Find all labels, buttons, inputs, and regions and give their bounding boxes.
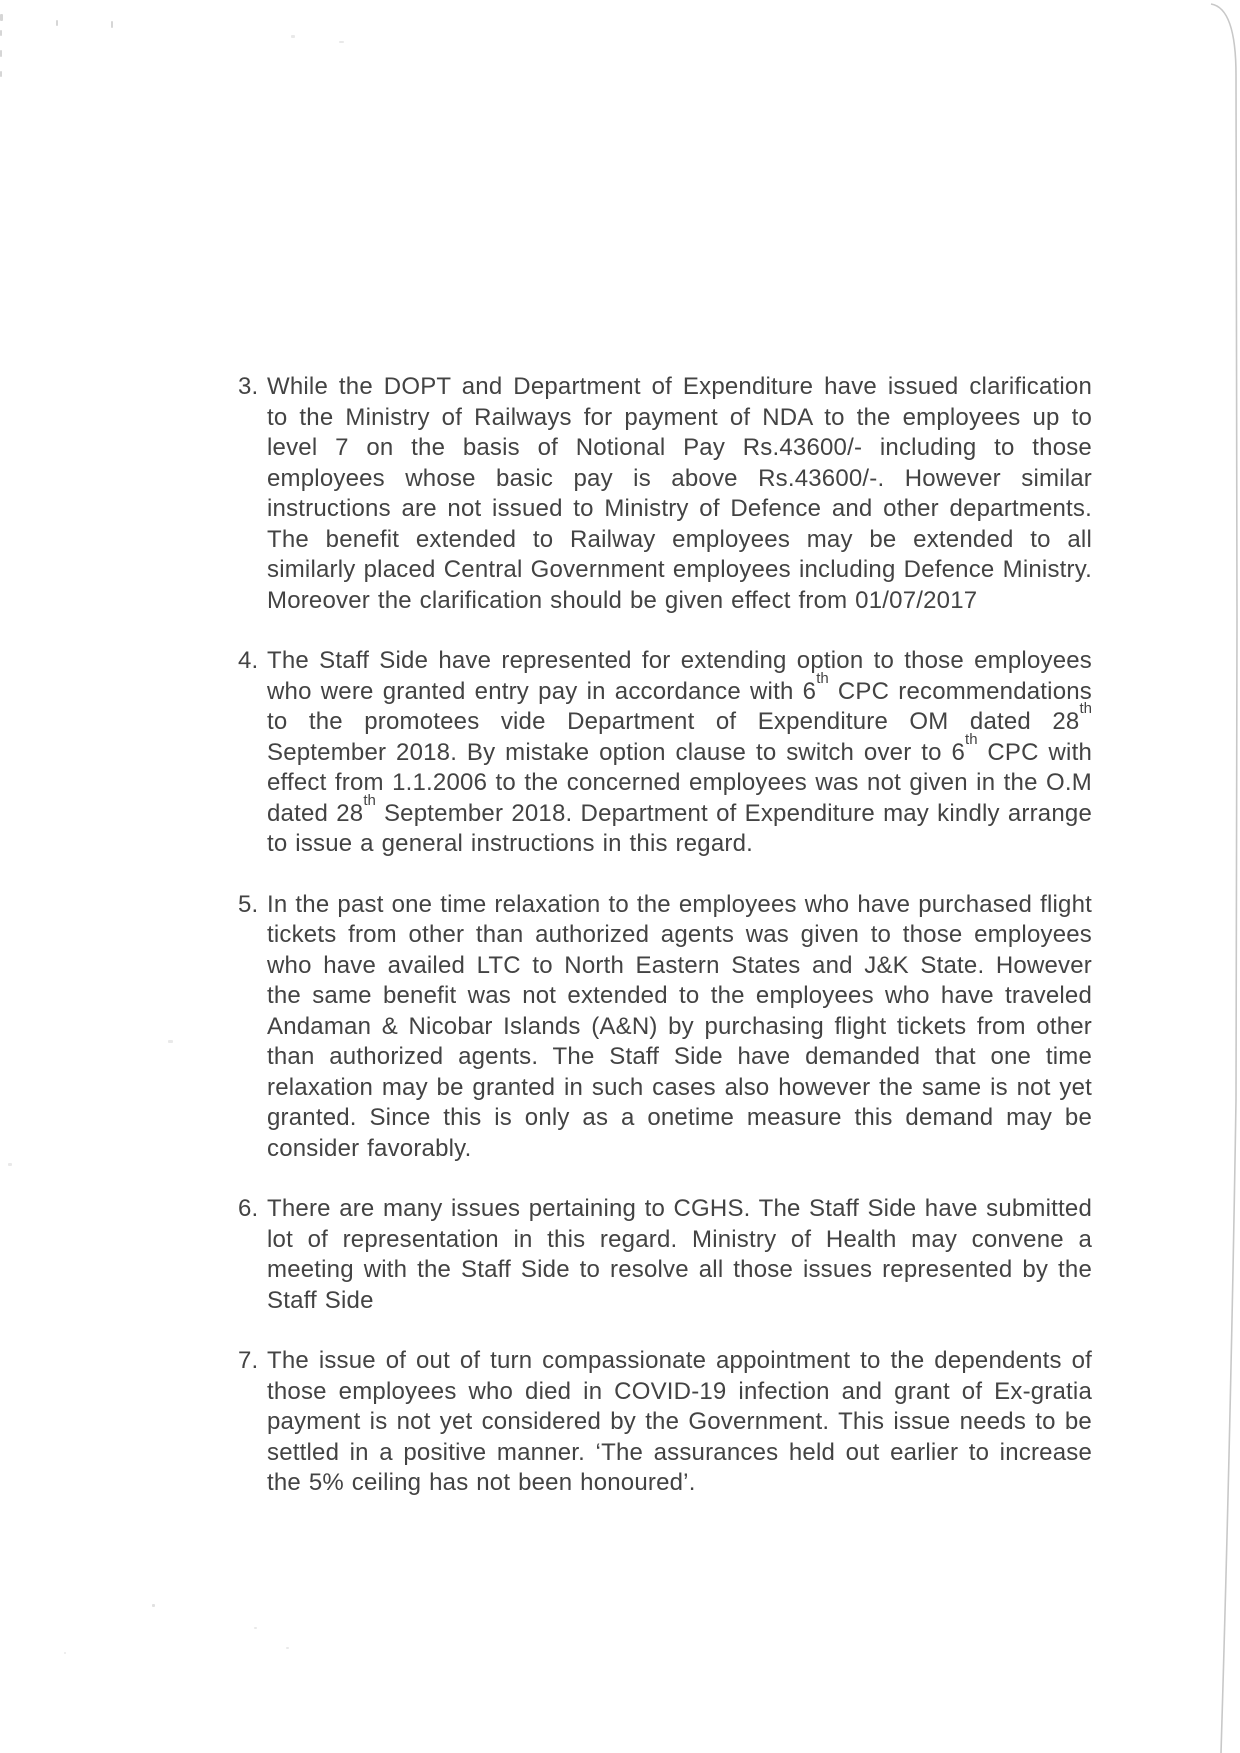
paragraph-text [267,372,1092,616]
paragraph-text [267,890,1092,1165]
text-run: CPC with effect from 1.1.2006 to the concerned employees was not given in the O.M dated 28 [267,738,1092,827]
scan-speck [111,21,113,28]
text-run: The issue of out of turn compassionate appointment to the dependents of those employees who died in COVID-19 infection and grant of Ex-gratia payment is not yet considered by the Government. This issue needs to be settled in a positive manner. ‘The assurances held out earlier to increase the 5% ceiling has not been honoured’. [267,1347,1092,1496]
paragraph-number: 5. [238,890,259,918]
scan-speck [152,1604,155,1607]
scan-speck [56,20,58,26]
paragraph-number: 6. [238,1195,259,1222]
document-body [238,372,1092,1499]
paragraph-number: 4. [238,647,259,674]
text-run: September 2018. Department of Expenditure may kindly arrange to issue a general instructions in this regard. [267,799,1092,857]
numbered-paragraph [238,1194,1092,1316]
text-run: CPC recommendations to the promotees vide Department of Expenditure OM dated 28 [267,677,1093,735]
scan-speck [0,71,2,77]
text-run: In the past one time relaxation to the employees who have purchased flight tickets from other than authorized agents was given to those employees who have availed LTC to North Eastern States and J&K State. However the same benefit was not extended to the employees who have traveled Andaman & Nicobar Islands (A&N) by purchasing flight tickets from other than authorized agents. The Staff Side have demanded that one time relaxation may be granted in such cases also however the same is not yet granted. Since this is only as a onetime measure this demand may be consider favorably. [267,890,1092,1162]
scan-speck [286,1647,289,1649]
numbered-paragraph [238,646,1092,860]
text-run: There are many issues pertaining to CGHS. The Staff Side have submitted lot of representation in this regard. Ministry of Health may convene a meeting with the Staff Side to resolve all those issues represented by the Staff Side [267,1195,1092,1314]
ordinal-superscript: th [363,791,376,809]
scan-speck [0,14,3,21]
scan-speck [254,1627,257,1629]
numbered-paragraph [238,1346,1092,1499]
scan-speck [168,1040,173,1043]
ordinal-superscript: th [1079,700,1092,717]
paragraph-text [267,1346,1092,1499]
numbered-paragraph [238,890,1092,1165]
scan-speck [64,1652,66,1654]
scan-speck [0,30,2,36]
numbered-paragraph [238,372,1092,616]
paragraph-text [267,646,1092,860]
scan-speck [8,1163,12,1166]
scan-speck [0,50,2,57]
paragraph-text [267,1194,1092,1316]
text-run: While the DOPT and Department of Expenditure have issued clarification to the Ministry of Railways for payment of NDA to the employees up to level 7 on the basis of Notional Pay Rs.43600/- including to those employees whose basic pay is above Rs.43600/-. However similar instructions are not issued to Ministry of Defence and other departments. The benefit extended to Railway employees may be extended to all similarly placed Central Government employees including Defence Ministry. Moreover the clarification should be given effect from 01/07/2017 [267,373,1092,614]
text-run: The Staff Side have represented for extending option to those employees who were granted entry pay in accordance with 6 [267,647,1092,705]
scan-speck [339,41,344,43]
text-run: September 2018. By mistake option clause to switch over to 6 [267,738,966,766]
ordinal-superscript: th [816,669,829,687]
scan-speck [291,35,295,38]
ordinal-superscript: th [965,730,978,748]
paragraph-number: 7. [238,1347,259,1374]
paragraph-number: 3. [238,373,259,400]
